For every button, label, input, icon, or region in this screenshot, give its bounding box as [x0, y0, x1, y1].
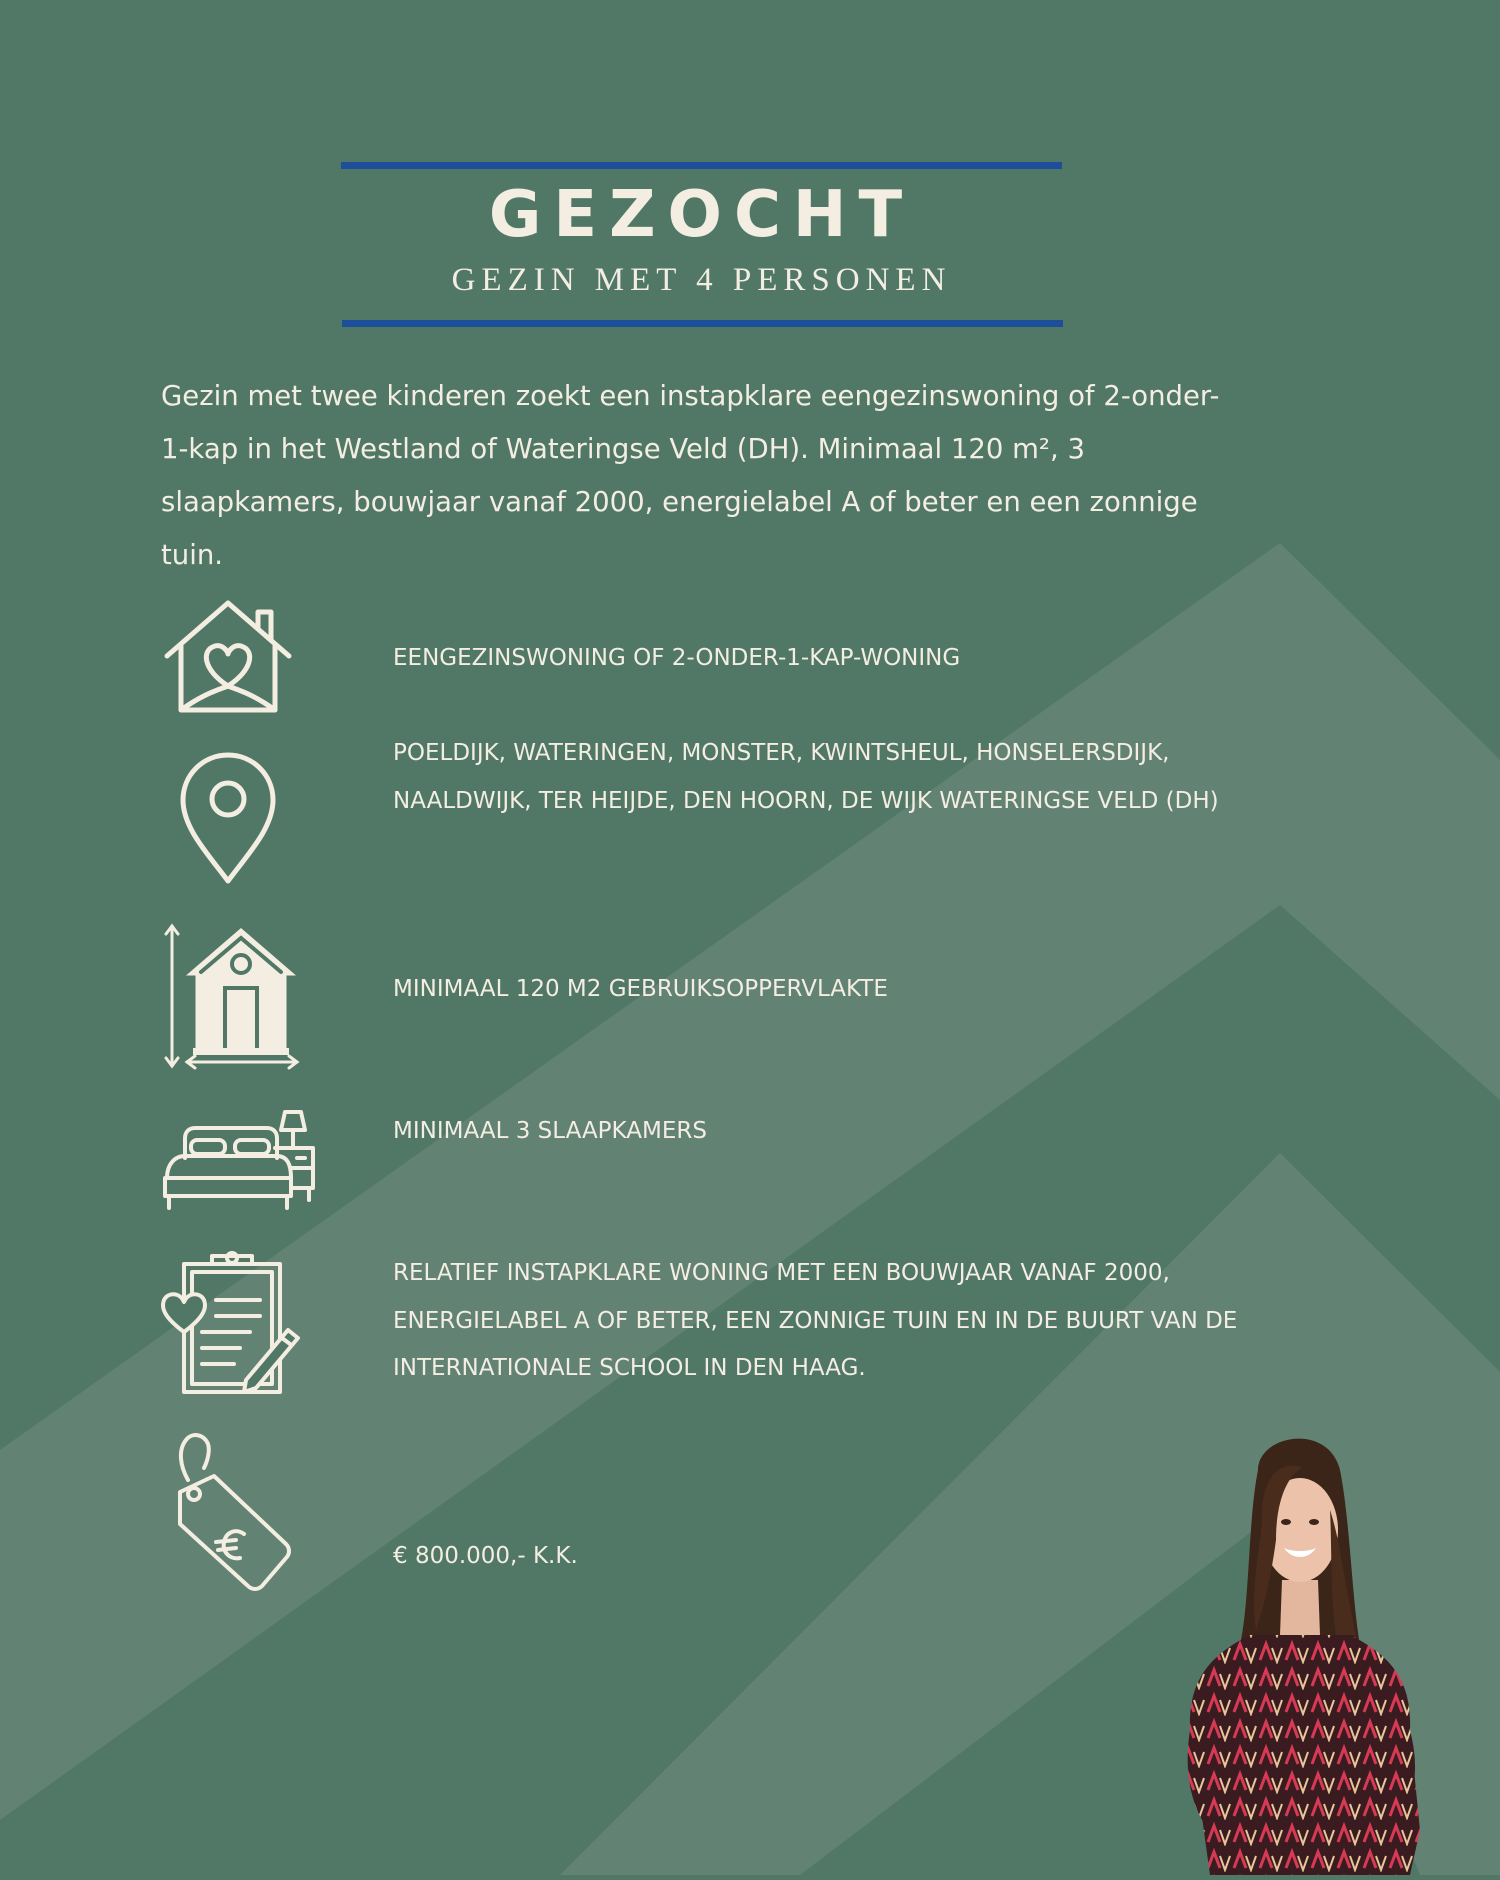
- feature-text-bedrooms: MINIMAAL 3 SLAAPKAMERS: [393, 1118, 707, 1144]
- feature-text-requirements: RELATIEF INSTAPKLARE WONING MET EEN BOUWJAAR VANAF 2000, ENERGIELABEL A OF BETER, EEN ZONNIGE TUIN EN IN DE BUURT VAN DE INTERNATIONALE SCHOOL IN DEN HAAG.: [393, 1260, 1238, 1381]
- feature-text-area: MINIMAAL 120 M2 GEBRUIKSOPPERVLAKTE: [393, 976, 888, 1002]
- feature-text-locations: POELDIJK, WATERINGEN, MONSTER, KWINTSHEUL, HONSELERSDIJK, NAALDWIJK, TER HEIJDE, DEN HOORN, DE WIJK WATERINGSE VELD (DH): [393, 740, 1219, 814]
- feature-text-price: € 800.000,- K.K.: [393, 1543, 578, 1569]
- clipboard-checklist-icon: [160, 1250, 304, 1396]
- feature-text-type: EENGEZINSWONING OF 2-ONDER-1-KAP-WONING: [393, 645, 961, 671]
- header-rule-bottom: [342, 320, 1063, 327]
- bed-icon: [163, 1108, 315, 1212]
- page-subtitle: GEZIN MET 4 PERSONEN: [451, 262, 952, 298]
- page-title: GEZOCHT: [488, 178, 915, 252]
- intro-paragraph: Gezin met twee kinderen zoekt een instapklare eengezinswoning of 2-onder-1-kap in het Westland of Wateringse Veld (DH). Minimaal 120 m², 3 slaapkamers, bouwjaar vanaf 2000, energielabel A of beter en een zonnige tuin.: [161, 380, 1220, 571]
- house-dimensions-icon: [163, 922, 303, 1070]
- house-heart-icon: [163, 598, 293, 716]
- header-rule-top: [341, 162, 1062, 169]
- location-pin-icon: [178, 750, 278, 886]
- euro-price-tag-icon: [170, 1430, 296, 1596]
- agent-photo: [1180, 1430, 1480, 1875]
